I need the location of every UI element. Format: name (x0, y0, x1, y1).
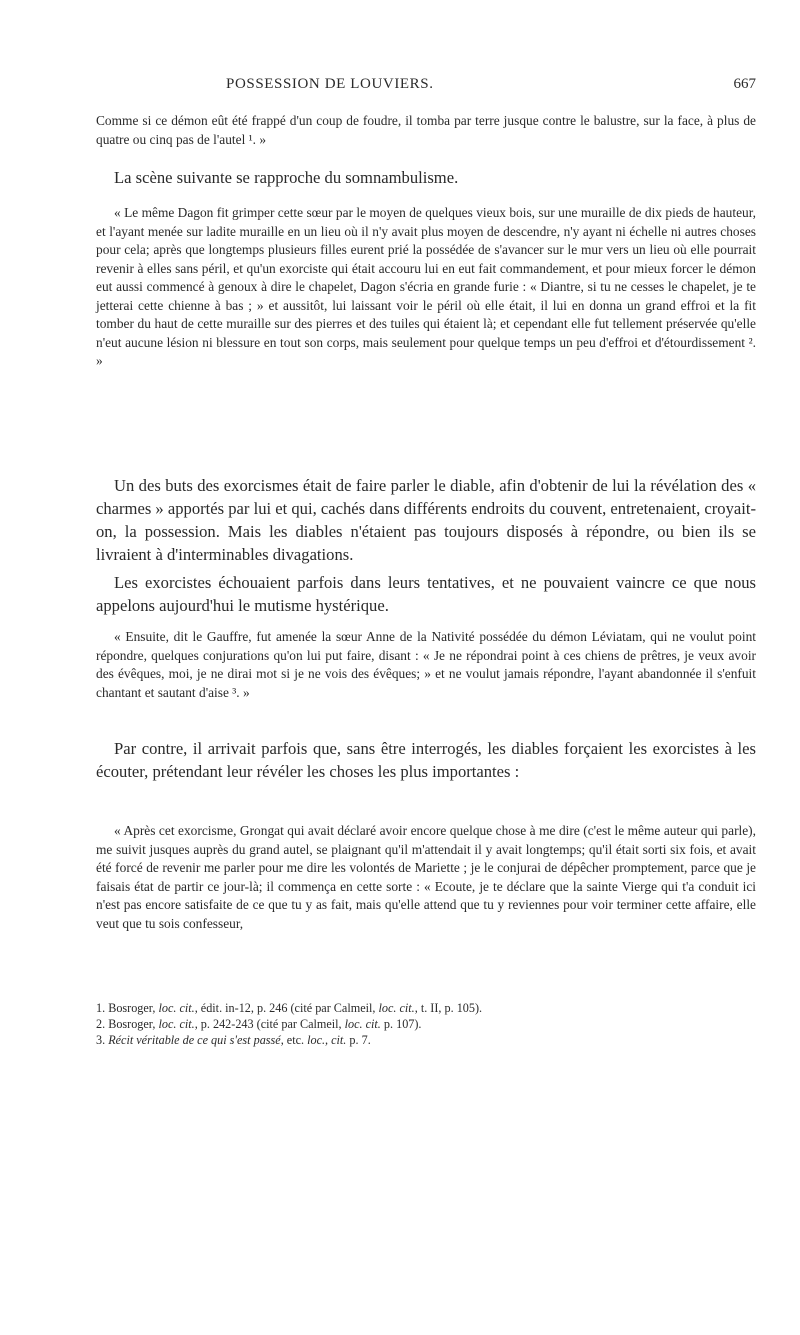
body-paragraph-hysterical-mutism: Les exorcistes échouaient parfois dans leurs tentatives, et ne pouvaient vaincre ce que nous appelons aujourd'hui le mutisme hystérique. (96, 573, 756, 615)
footnote-2: 2. Bosroger, loc. cit., p. 242-243 (cité par Calmeil, loc. cit. p. 107). (96, 1017, 422, 1031)
footnotes (96, 1000, 756, 1048)
running-header (96, 76, 756, 100)
footnote-3: 3. Récit véritable de ce qui s'est passé, etc. loc., cit. p. 7. (96, 1033, 371, 1047)
quote-dagon: « Le même Dagon fit grimper cette sœur par le moyen de quelques vieux bois, sur une muraille de dix pieds de hauteur, et l'ayant menée sur ladite muraille en un lieu où il n'y avait plus moyen de descendre, n'y ayant ni échelle ni autres choses pour cela; après que longtemps plusieurs filles eurent prié la possédée de s'avancer sur le mur vers un lieu où elle pourrait revenir à elles sans péril, et qu'un exorciste qui était accouru lui en eut fait commandement, et pour mieux forcer le démon eut aussi commencé à genoux à dire le chapelet, Dagon s'écria en grande furie : « Diantre, si tu ne cesses le chapelet, je te jetterai cette chienne à bas ; » et aussitôt, lui laissant voir le péril où elle était, il lui en donna un grand effroi et la fit tomber du haut de cette muraille sur des pierres et des tuiles qui étaient là; et cependant elle fut tellement préservée qu'elle n'eut aucune lésion ni blessure en tout son corps, mais seulement pour quelque temps un peu d'effroi et d'étourdissement ². » (96, 205, 756, 368)
body-paragraph-devils-speak: Par contre, il arrivait parfois que, sans être interrogés, les diables forçaient les exorcistes à les écouter, prétendant leur révéler les choses les plus importantes : (96, 739, 756, 781)
body-paragraph-exorcism-goals: Un des buts des exorcismes était de faire parler le diable, afin d'obtenir de lui la révélation des « charmes » apportés par lui et qui, cachés dans différents endroits du couvent, entretenaient, croyait-on, la possession. Mais les diables n'étaient pas toujours disposés à répondre, ou bien ils se livraient à d'interminables divagations. (96, 476, 756, 564)
quote-anne-nativite: « Ensuite, dit le Gauffre, fut amenée la sœur Anne de la Nativité possédée du démon Léviatam, qui ne voulut point répondre, quelques conjurations qu'on lui put faire, disant : « Je ne répondrai point à ces chiens de prêtres, je veux avoir des évêques, moi, je ne dirai mot si je ne vois des évêques; » et ne voulut jamais répondre, l'ayant abandonnée il s'enfuit chantant et sautant d'aise ³. » (96, 629, 756, 700)
page-number: 667 (733, 76, 756, 92)
running-title: POSSESSION DE LOUVIERS. (226, 76, 434, 92)
quote-continuation: Comme si ce démon eût été frappé d'un coup de foudre, il tomba par terre jusque contre le balustre, sur la face, à plus de quatre ou cinq pas de l'autel ¹. » (96, 113, 756, 147)
quote-grongat: « Après cet exorcisme, Grongat qui avait déclaré avoir encore quelque chose à me dire (c'est le même auteur qui parle), me suivit jusques auprès du grand autel, se plaignant qu'il m'attendait il y avait longtemps; qu'il était sorti six fois, et avait été forcé de revenir me parler pour me dire les volontés de Mariette ; je le conjurai de dépêcher promptement, parce que je faisais état de partir ce jour-là; il commença en cette sorte : « Ecoute, je te déclare que la sainte Vierge qui t'a conduit ici n'est pas encore satisfaite de ce que tu y as fait, mais qu'elle attend que tu y reviennes pour voir terminer cette affaire, elle veut que tu sois confesseur, (96, 823, 756, 931)
body-paragraph-somnambulism: La scène suivante se rapproche du somnambulisme. (114, 168, 459, 187)
footnote-1: 1. Bosroger, loc. cit., édit. in-12, p. 246 (cité par Calmeil, loc. cit., t. II, p. 105). (96, 1001, 483, 1015)
